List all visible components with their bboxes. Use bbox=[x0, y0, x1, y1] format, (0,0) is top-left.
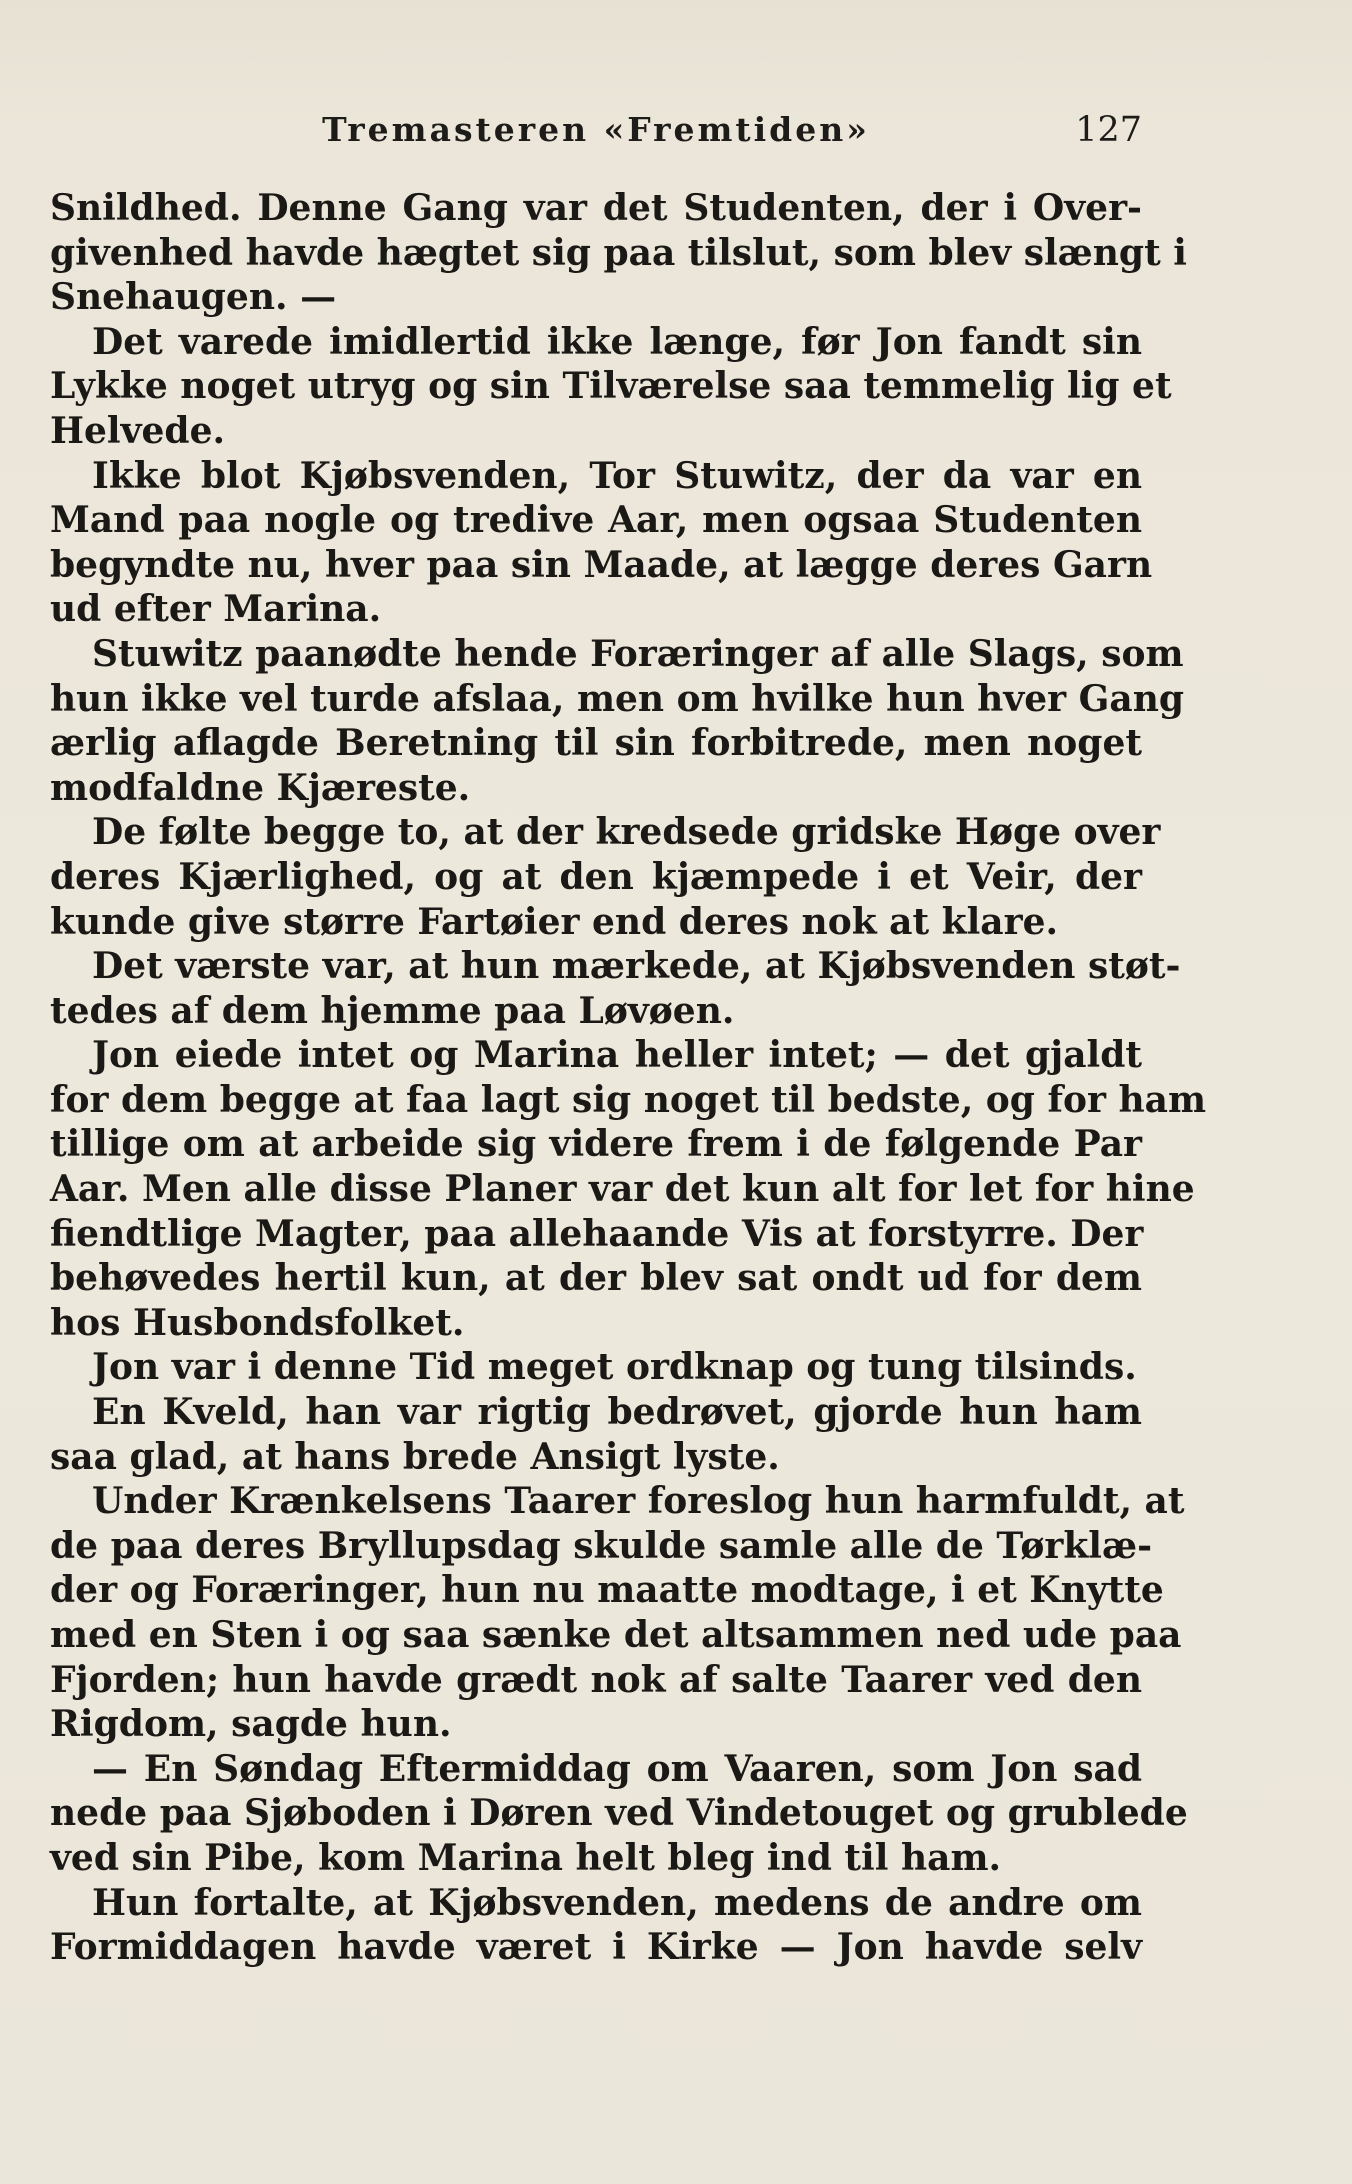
page-header bbox=[50, 110, 1142, 158]
text-line: de paa deres Bryllupsdag skulde samle alle de Tørklæ- bbox=[50, 1524, 1153, 1567]
body-text bbox=[50, 186, 1207, 1970]
text-line: for dem begge at faa lagt sig noget til bedste, og for ham bbox=[50, 1078, 1207, 1121]
text-line: hun ikke vel turde afslaa, men om hvilke hun hver Gang bbox=[50, 677, 1185, 720]
text-line: De følte begge to, at der kredsede gridske Høge over bbox=[92, 811, 1161, 854]
text-line: Fjorden; hun havde grædt nok af salte Taarer ved den bbox=[50, 1658, 1142, 1701]
text-line: begyndte nu, hver paa sin Maade, at lægge deres Garn bbox=[50, 543, 1153, 586]
text-line: Det varede imidlertid ikke længe, før Jon fandt sin bbox=[92, 320, 1142, 363]
text-line: med en Sten i og saa sænke det altsammen ned ude paa bbox=[50, 1614, 1182, 1656]
text-line: Formiddagen havde været i Kirke — Jon havde selv bbox=[50, 1926, 1142, 1969]
text-line: behøvedes hertil kun, at der blev sat ondt ud for dem bbox=[50, 1257, 1142, 1300]
text-line: Hun fortalte, at Kjøbsvenden, medens de andre om bbox=[92, 1881, 1142, 1924]
text-line: saa glad, at hans brede Ansigt lyste. bbox=[50, 1435, 780, 1478]
text-line: ærlig aflagde Beretning til sin forbitrede, men noget bbox=[50, 722, 1142, 765]
text-line: Mand paa nogle og tredive Aar, men ogsaa Studenten bbox=[50, 499, 1142, 542]
text-line: Rigdom, sagde hun. bbox=[50, 1703, 452, 1746]
text-line: modfaldne Kjæreste. bbox=[50, 766, 471, 809]
text-line: Under Krænkelsens Taarer foreslog hun harmfuldt, at bbox=[92, 1480, 1185, 1523]
page-number: 127 bbox=[1075, 110, 1142, 150]
text-line: tedes af dem hjemme paa Løvøen. bbox=[50, 989, 735, 1032]
text-line: Det værste var, at hun mærkede, at Kjøbsvenden støt- bbox=[92, 945, 1181, 988]
text-line: — En Søndag Eftermiddag om Vaaren, som Jon sad bbox=[92, 1747, 1142, 1790]
text-line: nede paa Sjøboden i Døren ved Vindetouget og grublede bbox=[50, 1792, 1188, 1835]
text-line: hos Husbondsfolket. bbox=[50, 1301, 465, 1344]
text-line: Helvede. bbox=[50, 409, 226, 452]
text-line: fiendtlige Magter, paa allehaande Vis at forstyrre. Der bbox=[50, 1212, 1144, 1255]
text-line: ud efter Marina. bbox=[50, 588, 382, 631]
text-line: Stuwitz paanødte hende Foræringer af alle Slags, som bbox=[92, 632, 1184, 675]
text-line: Lykke noget utryg og sin Tilværelse saa temmelig lig et bbox=[50, 365, 1172, 408]
text-line: der og Foræringer, hun nu maatte modtage, i et Knytte bbox=[50, 1569, 1164, 1612]
text-line: ved sin Pibe, kom Marina helt bleg ind til ham. bbox=[50, 1836, 1002, 1879]
text-line: Aar. Men alle disse Planer var det kun alt for let for hine bbox=[50, 1168, 1195, 1211]
text-line: En Kveld, han var rigtig bedrøvet, gjorde hun ham bbox=[92, 1391, 1142, 1434]
text-line: Jon var i denne Tid meget ordknap og tung tilsinds. bbox=[92, 1346, 1137, 1389]
text-line: Jon eiede intet og Marina heller intet; — det gjaldt bbox=[92, 1034, 1142, 1077]
text-line: Ikke blot Kjøbsvenden, Tor Stuwitz, der da var en bbox=[92, 454, 1142, 497]
text-line: kunde give større Fartøier end deres nok at klare. bbox=[50, 900, 1059, 943]
running-head: Tremasteren «Fremtiden» bbox=[322, 110, 870, 149]
text-line: givenhed havde hægtet sig paa tilslut, som blev slængt i bbox=[50, 231, 1187, 274]
text-line: Snehaugen. — bbox=[50, 276, 337, 319]
text-line: deres Kjærlighed, og at den kjæmpede i et Veir, der bbox=[50, 855, 1142, 898]
text-line: Snildhed. Denne Gang var det Studenten, der i Over- bbox=[50, 187, 1142, 229]
text-line: tillige om at arbeide sig videre frem i de følgende Par bbox=[50, 1123, 1142, 1166]
